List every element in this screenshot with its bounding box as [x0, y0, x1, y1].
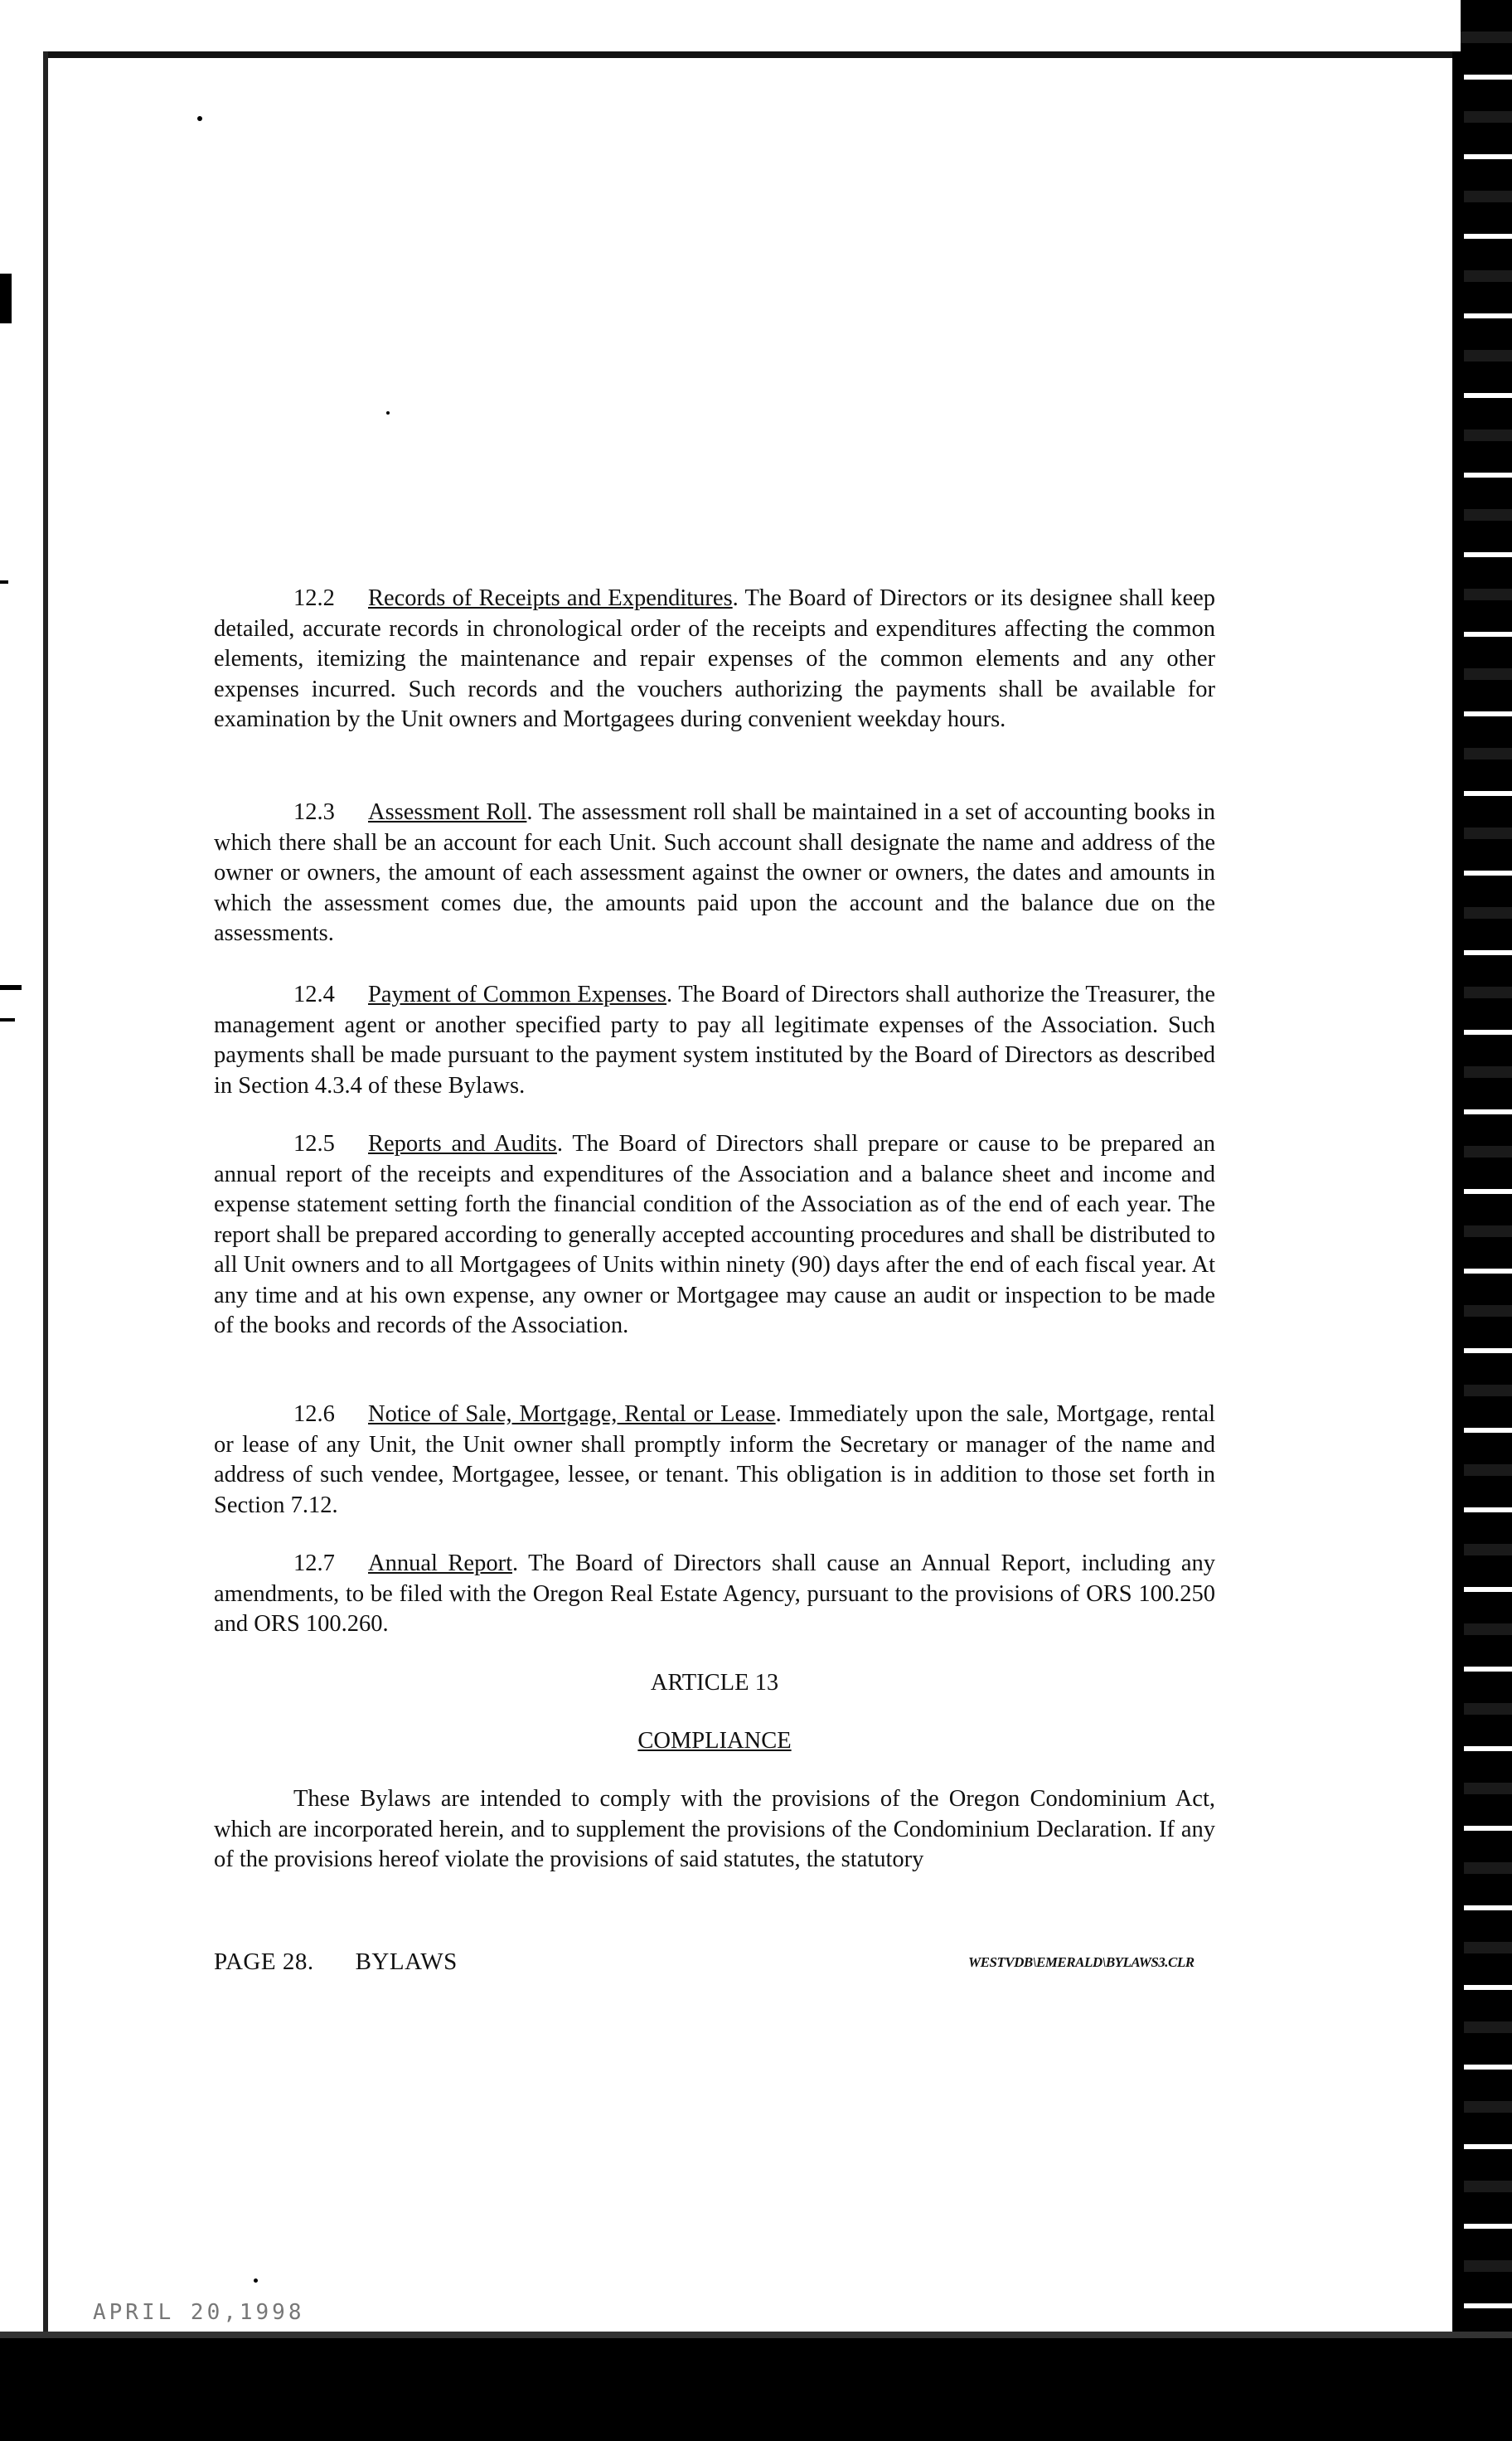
section-heading: Reports and Audits — [368, 1131, 557, 1157]
section-12-3 — [214, 798, 1215, 949]
article-title: ARTICLE 13 — [650, 1670, 779, 1696]
scan-border-top — [43, 51, 1462, 58]
section-12-5 — [214, 1129, 1215, 1342]
scan-mark — [0, 580, 8, 584]
document-name: BYLAWS — [355, 1948, 458, 1975]
scan-speck — [254, 2278, 258, 2283]
scan-mark — [0, 1018, 15, 1022]
page-number: PAGE 28. — [214, 1948, 314, 1975]
scan-border-right — [1461, 0, 1512, 2441]
section-heading: Annual Report — [368, 1550, 512, 1576]
section-number: 12.3 — [293, 799, 335, 825]
article-paragraph: These Bylaws are intended to comply with the provisions of the Oregon Condominium Act, which are incorporated herein, and to supplement the provisions of the Condominium Declaration. If any of the provisions hereof violate the provisions of said statutes, the statutory — [214, 1786, 1215, 1872]
section-text: . The Board of Directors shall authorize the Treasurer, the management agent or another specified party to pay all legitimate expenses of the Association. Such payments shall be made pursuant to the payment system instituted by the Board of Directors as described in Section 4.3.4 of these Bylaws. — [214, 982, 1215, 1099]
section-number: 12.7 — [293, 1550, 335, 1576]
section-text: . The Board of Directors or its designee shall keep detailed, accurate records in chronological order of the receipts and expenditures affecting the common elements, itemizing the maintenance and repair expenses of the common elements and any other expenses incurred. Such records and the vouchers authorizing the payments shall be available for examination by the Unit owners and Mortgagees during convenient weekday hours. — [214, 585, 1215, 732]
scan-border-bottom — [0, 2338, 1512, 2441]
section-heading: Payment of Common Expenses — [368, 982, 667, 1007]
section-12-4 — [214, 980, 1215, 1101]
section-heading: Records of Receipts and Expenditures — [368, 585, 733, 611]
section-text: . Immediately upon the sale, Mortgage, rental or lease of any Unit, the Unit owner shall promptly inform the Secretary or manager of the name and address of such vendee, Mortgagee, lessee, or tenant. This obligation is in addition to those set forth in Section 7.12. — [214, 1401, 1215, 1518]
section-number: 12.5 — [293, 1131, 335, 1157]
section-12-6 — [214, 1400, 1215, 1521]
scan-mark — [0, 985, 22, 990]
section-number: 12.4 — [293, 982, 335, 1007]
section-text: . The assessment roll shall be maintained in a set of accounting books in which there shall be an account for each Unit. Such account shall designate the name and address of the owner or owners, the amount of each assessment against the owner or owners, the dates and amounts in which the assessment comes due, the amounts paid upon the account and the balance due on the assessments. — [214, 799, 1215, 946]
scan-mark — [0, 274, 12, 323]
section-text: . The Board of Directors shall prepare or cause to be prepared an annual report of the receipts and expenditures of the Association and a balance sheet and income and expense statement setting forth the financial condition of the Association as of the end of each year. The report shall be prepared according to generally accepted accounting procedures and shall be distributed to all Unit owners and to all Mortgagees of Units within ninety (90) days after the end of each fiscal year. At any time and at his own expense, any owner or Mortgagee may cause an audit or inspection to be made of the books and records of the Association. — [214, 1131, 1215, 1338]
scan-speck — [197, 116, 202, 121]
section-text: . The Board of Directors shall cause an Annual Report, including any amendments, to be filed with the Oregon Real Estate Agency, pursuant to the provisions of ORS 100.250 and ORS 100.260. — [214, 1550, 1215, 1637]
page-footer — [214, 1948, 458, 1976]
section-12-2 — [214, 584, 1215, 735]
article-13-text — [214, 1784, 1215, 1876]
file-path: WESTVDB\EMERALD\BYLAWS3.CLR — [968, 1954, 1195, 1970]
scan-border-right-inner — [1452, 51, 1464, 2365]
scan-speck — [386, 411, 390, 415]
section-heading: Assessment Roll — [368, 799, 527, 825]
section-heading: Notice of Sale, Mortgage, Rental or Lease — [368, 1401, 776, 1427]
section-number: 12.2 — [293, 585, 335, 611]
article-subtitle: COMPLIANCE — [637, 1728, 792, 1754]
section-12-7 — [214, 1549, 1215, 1640]
date-stamp: APRIL 20,1998 — [93, 2300, 305, 2325]
scan-border-left — [43, 51, 48, 2365]
section-number: 12.6 — [293, 1401, 335, 1427]
